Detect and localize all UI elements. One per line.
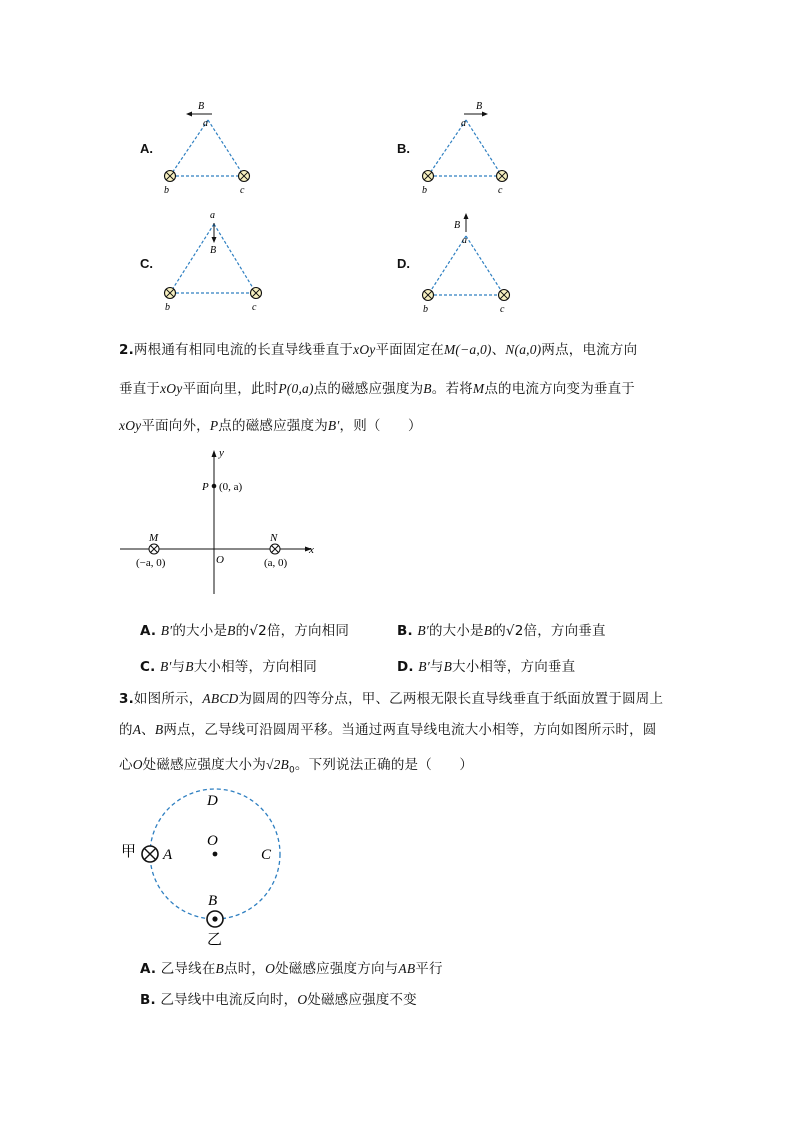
q1c-top-label: a <box>210 210 215 221</box>
q3-stem-line-1: 3.如图所示，ABCD为圆周的四等分点，甲、乙两根无限长直导线垂直于纸面放置于圆周上 <box>119 691 664 707</box>
q1a-field-label: B <box>198 101 205 112</box>
q2-x-axis-label: x <box>309 544 314 556</box>
q2-m-label: M <box>149 532 159 544</box>
q2-m-coord: (−a, 0) <box>136 557 166 569</box>
q1-option-a-diagram <box>160 98 260 198</box>
q2-option-a[interactable]: A. B′的大小是B的√2倍，方向相同 <box>140 623 350 639</box>
q1c-left-label: b <box>165 302 170 313</box>
q2-option-b[interactable]: B. B′的大小是B的√2倍，方向垂直 <box>397 623 606 639</box>
q2-option-c[interactable]: C. B′与B大小相等，方向相同 <box>140 659 318 675</box>
q3-stem-line-2: 的A、B两点，乙导线可沿圆周平移。当通过两直导线电流大小相等，方向如图所示时，圆 <box>119 722 657 738</box>
q1a-right-label: c <box>240 185 245 196</box>
q1b-left-label: b <box>422 185 427 196</box>
q1d-wire-c-icon <box>499 290 510 301</box>
q1b-field-label: B <box>476 101 483 112</box>
q3-jia-label: 甲 <box>121 844 137 860</box>
q1-option-a-label: A. <box>140 141 153 156</box>
q1a-top-label: a <box>203 118 208 129</box>
q3-wire-yi-dot-icon <box>207 911 223 927</box>
q3-circle-figure <box>118 788 298 948</box>
q3-stem-line-3: 心O处磁感应强度大小为$√2B_0$。下列说法正确的是（ ） <box>119 757 474 776</box>
q3-center-dot <box>213 852 218 857</box>
q2-option-d[interactable]: D. B′与B大小相等，方向垂直 <box>397 659 576 675</box>
q1c-right-label: c <box>252 302 257 313</box>
q1c-wire-b-icon <box>165 288 176 299</box>
q1-option-c-diagram <box>160 206 270 314</box>
q1-option-b-diagram <box>418 98 518 198</box>
q3-a-label: A <box>163 847 173 863</box>
q1a-wire-b-icon <box>165 171 176 182</box>
q2-number: 2. <box>119 342 134 358</box>
q2-stem-line-3: xOy平面向外，P点的磁感应强度为B′，则（ ） <box>119 418 422 434</box>
q2-stem-line-2: 垂直于xOy平面向里，此时P(0,a)点的磁感应强度为B。若将M点的电流方向变为垂直于 <box>119 381 636 397</box>
q2-p-label: P <box>202 481 209 493</box>
q2-wire-n-icon <box>270 544 280 554</box>
q2-y-axis-label: y <box>219 447 224 459</box>
q1d-wire-b-icon <box>423 290 434 301</box>
q3-d-label: D <box>207 793 218 809</box>
q3-b-label: B <box>208 893 218 909</box>
q1b-right-label: c <box>498 185 503 196</box>
q1d-right-label: c <box>500 304 505 315</box>
q1d-left-label: b <box>423 304 428 315</box>
q3-wire-jia-cross-icon <box>142 846 158 862</box>
q1d-top-label: a <box>462 235 467 246</box>
q1-option-d-diagram <box>418 206 528 314</box>
q2-p-coord: (0, a) <box>219 481 243 493</box>
q2-stem-line-1: 2.两根通有相同电流的长直导线垂直于xOy平面固定在M(−a,0)、N(a,0)两点，电流方向 <box>119 342 638 358</box>
q1-option-d-label: D. <box>397 256 410 271</box>
q1b-top-label: a <box>461 118 466 129</box>
q2-coordinate-figure <box>118 446 328 601</box>
q1b-wire-c-icon <box>497 171 508 182</box>
q1d-field-label: B <box>454 220 461 231</box>
q1a-wire-c-icon <box>239 171 250 182</box>
q3-yi-label: 乙 <box>207 932 223 948</box>
q2-origin-label: O <box>216 554 224 566</box>
q3-c-label: C <box>261 847 272 863</box>
q1b-wire-b-icon <box>423 171 434 182</box>
q3-o-label: O <box>207 833 218 849</box>
q3-number: 3. <box>119 691 134 707</box>
q3-option-b[interactable]: B. 乙导线中电流反向时，O处磁感应强度不变 <box>140 992 417 1008</box>
q1-option-c-label: C. <box>140 256 153 271</box>
q1c-wire-c-icon <box>251 288 262 299</box>
q1-option-b-label: B. <box>397 141 410 156</box>
q2-n-label: N <box>270 532 278 544</box>
q2-n-coord: (a, 0) <box>264 557 288 569</box>
q1c-field-label: B <box>210 245 217 256</box>
q2-wire-m-icon <box>149 544 159 554</box>
q3-option-a[interactable]: A. 乙导线在B点时，O处磁感应强度方向与AB平行 <box>140 961 443 977</box>
q1a-left-label: b <box>164 185 169 196</box>
q2-point-p <box>212 484 217 489</box>
